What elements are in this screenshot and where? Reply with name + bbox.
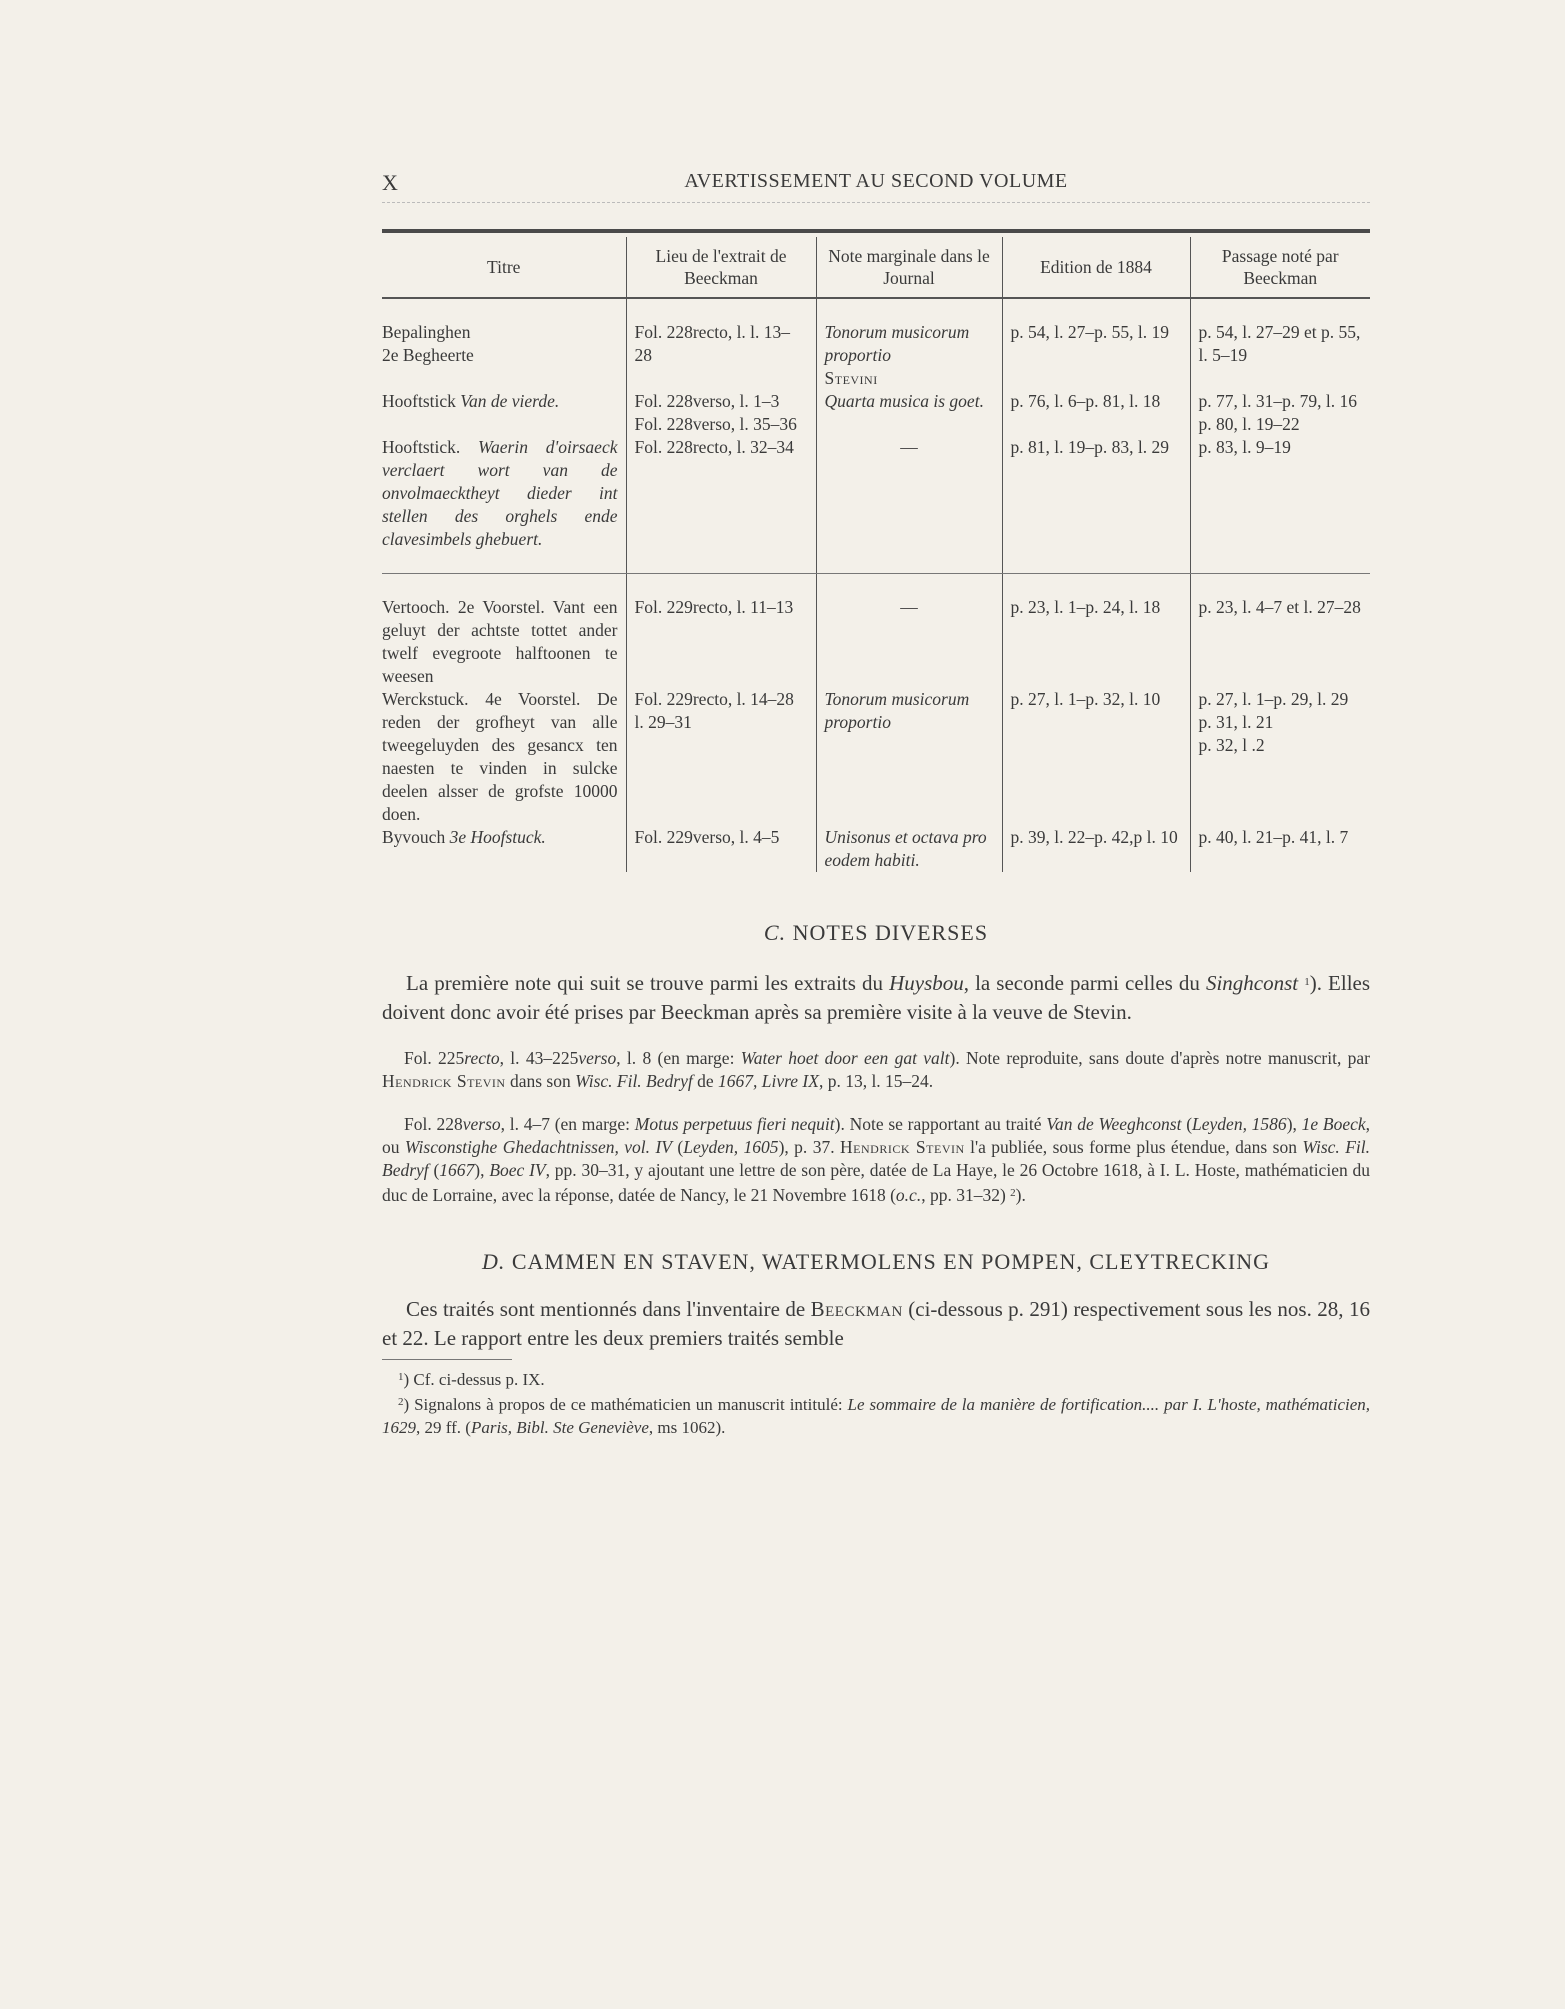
text-run: Fol. 225 <box>404 1048 465 1068</box>
table-row <box>382 596 1370 688</box>
text-run: , ou <box>382 1114 1371 1157</box>
cell-edition: p. 27, l. 1–p. 32, l. 10 <box>1002 688 1190 826</box>
cell-text: Byvouch <box>382 827 450 847</box>
text-run: l'a publiée, sous forme plus étendue, dans son <box>964 1137 1303 1157</box>
running-head <box>382 166 1370 206</box>
text-run: Leyden, 1605 <box>683 1137 779 1157</box>
cell-text: Bepalinghen <box>382 322 471 342</box>
text-run: Hendrick Stevin <box>382 1071 506 1091</box>
cell-text: 2e Begheerte <box>382 345 474 365</box>
section-c-heading <box>382 920 1370 946</box>
cell-text: l. 29–31 <box>634 712 692 732</box>
cell-text: 3e Hoofstuck. <box>449 827 546 847</box>
text-run: , ms 1062). <box>648 1418 726 1437</box>
section-c-letter: C. <box>763 920 787 945</box>
cell-text: Stevini <box>824 368 878 388</box>
text-run: Boec IV <box>489 1160 546 1180</box>
cell-titre <box>382 321 626 390</box>
text-run: Wisconstighe Ghedachtnissen, vol. IV <box>404 1137 672 1157</box>
page <box>382 166 1370 1439</box>
cell-passage <box>1190 688 1370 826</box>
table-header-row <box>382 237 1370 298</box>
cell-text: p. 27, l. 1–p. 29, l. 29 <box>1198 689 1349 709</box>
cell-titre: Werckstuck. 4e Voorstel. De reden der grofheyt van alle tweegeluyden des gesancx ten naesten te vinden in sulcke deelen alsser de grofste 10000 doen. <box>382 689 618 824</box>
text-run: ). Elles doivent donc avoir été prises par Beeckman après sa première visite à la veuve de Stevin. <box>382 971 1371 1024</box>
text-run: ( <box>671 1137 684 1157</box>
col-header-passage: Passage noté par Beeckman <box>1190 237 1370 298</box>
footnote-ref: 2 <box>1010 1187 1016 1199</box>
col-header-note: Note marginale dans le Journal <box>816 237 1002 298</box>
cell-passage: p. 23, l. 4–7 et l. 27–28 <box>1190 596 1370 688</box>
cell-lieu: Fol. 229recto, l. 11–13 <box>626 596 816 688</box>
text-run: ) Cf. ci-dessus p. IX. <box>403 1370 545 1389</box>
text-run: , pp. 31–32) <box>921 1185 1011 1205</box>
cell-passage <box>1190 390 1370 436</box>
text-run: verso <box>462 1114 501 1134</box>
cell-text: Fol. 229recto, l. 14–28 <box>634 689 794 709</box>
cell-text: p. 31, l. 21 <box>1198 712 1274 732</box>
text-run: dans son <box>505 1071 576 1091</box>
text-run: , la seconde parmi celles du <box>963 971 1206 995</box>
table-row <box>382 390 1370 436</box>
cell-lieu: Fol. 228recto, l. l. 13–28 <box>626 321 816 390</box>
footnote-rule <box>382 1359 512 1360</box>
col-header-edition: Edition de 1884 <box>1002 237 1190 298</box>
table-row <box>382 436 1370 574</box>
cell-note <box>816 321 1002 390</box>
section-c-intro <box>382 968 1370 1027</box>
text-run: Le sommaire de la manière de fortification.... par I. L'hoste, mathématicien, 1629 <box>382 1395 1371 1437</box>
note-fol-225 <box>382 1047 1370 1093</box>
cell-text: Van de vierde. <box>460 391 560 411</box>
cell-text: Waerin d'oirsaeck verclaert wort van de onvolmaecktheyt dieder int stellen des orghels ende clavesimbels ghebuert. <box>382 437 618 549</box>
text-run: (ci-dessous p. 291) respectivement sous les nos. 28, 16 et 22. Le rapport entre les deux premiers traités semble <box>382 1297 1370 1350</box>
text-run: Water hoet door een gat valt <box>740 1048 950 1068</box>
table-top-rule <box>382 229 1370 233</box>
cell-edition: p. 54, l. 27–p. 55, l. 19 <box>1002 321 1190 390</box>
text-run: 1e Boeck <box>1301 1114 1366 1134</box>
cell-text: Hooftstick <box>382 391 461 411</box>
text-run: ). Note reproduite, sans doute d'après notre manuscrit, par <box>949 1048 1370 1068</box>
text-run: La première note qui suit se trouve parmi les extraits du <box>406 971 890 995</box>
col-header-titre: Titre <box>382 237 626 298</box>
cell-edition: p. 39, l. 22–p. 42,p l. 10 <box>1002 826 1190 872</box>
text-run: ( <box>1181 1114 1193 1134</box>
text-run: Hendrick Stevin <box>840 1137 965 1157</box>
cell-titre <box>382 436 626 574</box>
cell-lieu: Fol. 228recto, l. 32–34 <box>626 436 816 574</box>
text-run: de <box>692 1071 718 1091</box>
cell-lieu <box>626 688 816 826</box>
text-run: Wisc. Fil. Bedryf <box>575 1071 693 1091</box>
cell-text: Tonorum musicorum proportio <box>824 322 970 365</box>
cell-edition: p. 76, l. 6–p. 81, l. 18 <box>1002 390 1190 436</box>
section-c-title: NOTES DIVERSES <box>786 920 989 945</box>
text-run: , p. 13, l. 15–24. <box>818 1071 934 1091</box>
cell-text: p. 77, l. 31–p. 79, l. 16 <box>1198 391 1357 411</box>
footnote-mark: 1 <box>398 1371 404 1383</box>
spacer-row <box>382 298 1370 321</box>
text-run: Paris, Bibl. Ste Geneviève <box>470 1418 649 1437</box>
table-row <box>382 321 1370 390</box>
spacer-row <box>382 574 1370 597</box>
text-run: Singhconst <box>1205 971 1299 995</box>
footnote-ref: 1 <box>1304 976 1310 988</box>
text-run: Ces traités sont mentionnés dans l'inventaire de <box>406 1297 811 1321</box>
text-run: ( <box>428 1160 440 1180</box>
col-header-lieu: Lieu de l'extrait de Beeckman <box>626 237 816 298</box>
text-run: 1667 <box>439 1160 475 1180</box>
text-run: verso <box>578 1048 617 1068</box>
cell-text: p. 80, l. 19–22 <box>1198 414 1300 434</box>
cell-text: p. 32, l .2 <box>1198 735 1265 755</box>
page-number: X <box>382 170 399 195</box>
section-d-intro <box>382 1295 1370 1353</box>
text-run: ), <box>1286 1114 1302 1134</box>
text-run: , l. 8 (en marge: <box>616 1048 741 1068</box>
cell-text: Fol. 228verso, l. 1–3 <box>634 391 780 411</box>
cell-passage: p. 83, l. 9–19 <box>1190 436 1370 574</box>
cell-lieu: Fol. 229verso, l. 4–5 <box>626 826 816 872</box>
text-run: ), p. 37. <box>778 1137 841 1157</box>
text-run: Huysbou <box>889 971 964 995</box>
footnote-1 <box>382 1366 1370 1391</box>
cell-note: — <box>816 596 1002 688</box>
text-run: , l. 43–225 <box>499 1048 579 1068</box>
text-run: , pp. 30–31, y ajoutant une lettre de son père, datée de La Haye, le 26 Octobre 1618, à I. L. Hoste, mathématicien du duc de Lorraine, avec la réponse, datée de Nancy, le 21 Novembre 1618 ( <box>382 1160 1371 1205</box>
text-run: 1667, Livre IX <box>718 1071 819 1091</box>
cell-note: Quarta musica is goet. <box>816 390 1002 436</box>
text-run: ). Note se rapportant au traité <box>834 1114 1047 1134</box>
cell-note: Unisonus et octava pro eodem habiti. <box>816 826 1002 872</box>
text-run: Beeckman <box>810 1297 903 1321</box>
cell-passage: p. 40, l. 21–p. 41, l. 7 <box>1190 826 1370 872</box>
cell-titre <box>382 390 626 436</box>
section-d-letter: D. <box>481 1249 506 1274</box>
text-run: Motus perpetuus fieri nequit <box>634 1114 835 1134</box>
text-run: o.c. <box>895 1185 922 1205</box>
text-run: , 29 ff. ( <box>416 1418 471 1437</box>
cell-titre <box>382 826 626 872</box>
footnote-2 <box>382 1391 1370 1439</box>
cell-edition: p. 81, l. 19–p. 83, l. 29 <box>1002 436 1190 574</box>
note-fol-228 <box>382 1113 1370 1207</box>
text-run: ) Signalons à propos de ce mathématicien un manuscrit intitulé: <box>403 1395 848 1414</box>
cell-edition: p. 23, l. 1–p. 24, l. 18 <box>1002 596 1190 688</box>
cell-titre: Vertooch. 2e Voorstel. Vant een geluyt der achtste tottet ander twelf evegroote halftoonen te weesen <box>382 597 618 686</box>
table-row <box>382 826 1370 872</box>
cell-passage: p. 54, l. 27–29 et p. 55, l. 5–19 <box>1190 321 1370 390</box>
text-run: ). <box>1015 1185 1026 1205</box>
cell-text: Fol. 228verso, l. 35–36 <box>634 414 797 434</box>
cell-note: — <box>816 436 1002 574</box>
cell-text: Hooftstick. <box>382 437 479 457</box>
section-d-title: CAMMEN EN STAVEN, WATERMOLENS EN POMPEN, CLEYTRECKING <box>505 1249 1270 1274</box>
cell-note: Tonorum musicorum proportio <box>816 688 1002 826</box>
text-run: ), <box>474 1160 490 1180</box>
section-d-heading <box>382 1249 1370 1275</box>
concordance-table <box>382 237 1370 872</box>
text-run: , l. 4–7 (en marge: <box>500 1114 635 1134</box>
text-run: Fol. 228 <box>404 1114 463 1134</box>
footnote-mark: 2 <box>398 1396 404 1408</box>
table-row <box>382 688 1370 826</box>
text-run: recto <box>464 1048 500 1068</box>
running-head-title: AVERTISSEMENT AU SECOND VOLUME <box>684 170 1068 192</box>
cell-lieu <box>626 390 816 436</box>
text-run: Van de Weeghconst <box>1046 1114 1182 1134</box>
text-run: Wisc. Fil. Bedryf <box>382 1137 1371 1180</box>
text-run: Leyden, 1586 <box>1192 1114 1287 1134</box>
